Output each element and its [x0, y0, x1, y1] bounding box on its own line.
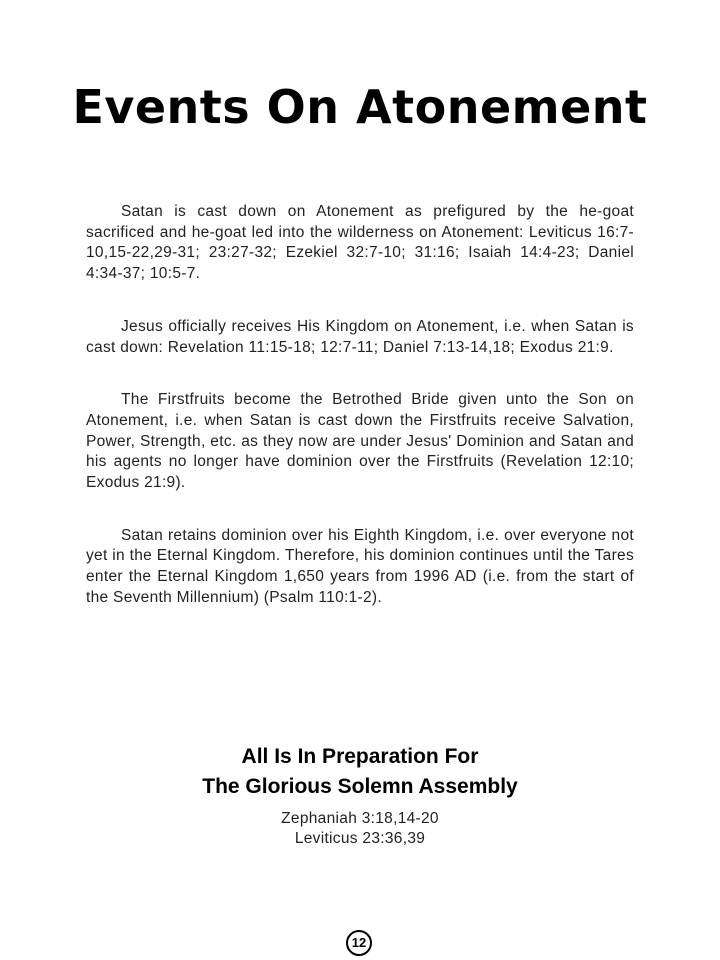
- paragraph-jesus-kingdom: Jesus officially receives His Kingdom on Atonement, i.e. when Satan is cast down: Revelation 11:15-18; 12:7-11; Daniel 7:13-14,18; Exodus 21:9.: [86, 317, 634, 356]
- scripture-references: [0, 809, 720, 849]
- page-number: 12: [346, 930, 372, 956]
- paragraph-satan-dominion: Satan retains dominion over his Eighth Kingdom, i.e. over everyone not yet in the Eternal Kingdom. Therefore, his dominion continues until the Tares enter the Eternal Kingdom 1,650 years from 1996 AD (i.e. from the start of the Seventh Millennium) (Psalm 110:1-2).: [86, 526, 634, 606]
- section-heading-line-2: The Glorious Solemn Assembly: [202, 775, 518, 798]
- paragraph-satan-cast-down: Satan is cast down on Atonement as prefigured by the he-goat sacrificed and he-goat led into the wilderness on Atonement: Leviticus 16:7-10,15-22,29-31; 23:27-32; Ezekiel 32:7-10; 31:16; Isaiah 14:4-23; Daniel 4:34-37; 10:5-7.: [86, 203, 634, 283]
- page-title: Events On Atonement: [72, 80, 648, 134]
- section-heading: [0, 742, 720, 802]
- section-heading-line-1: All Is In Preparation For: [241, 745, 479, 768]
- body-text: [86, 202, 634, 641]
- paragraph-firstfruits-bride: The Firstfruits become the Betrothed Bride given unto the Son on Atonement, i.e. when Satan is cast down the Firstfruits receive Salvation, Power, Strength, etc. as they now are under Jesus' Dominion and Satan and his agents no longer have dominion over the Firstfruits (Revelation 12:10; Exodus 21:9).: [86, 391, 634, 492]
- reference-line-1: Zephaniah 3:18,14-20: [281, 810, 439, 827]
- reference-line-2: Leviticus 23:36,39: [294, 830, 426, 847]
